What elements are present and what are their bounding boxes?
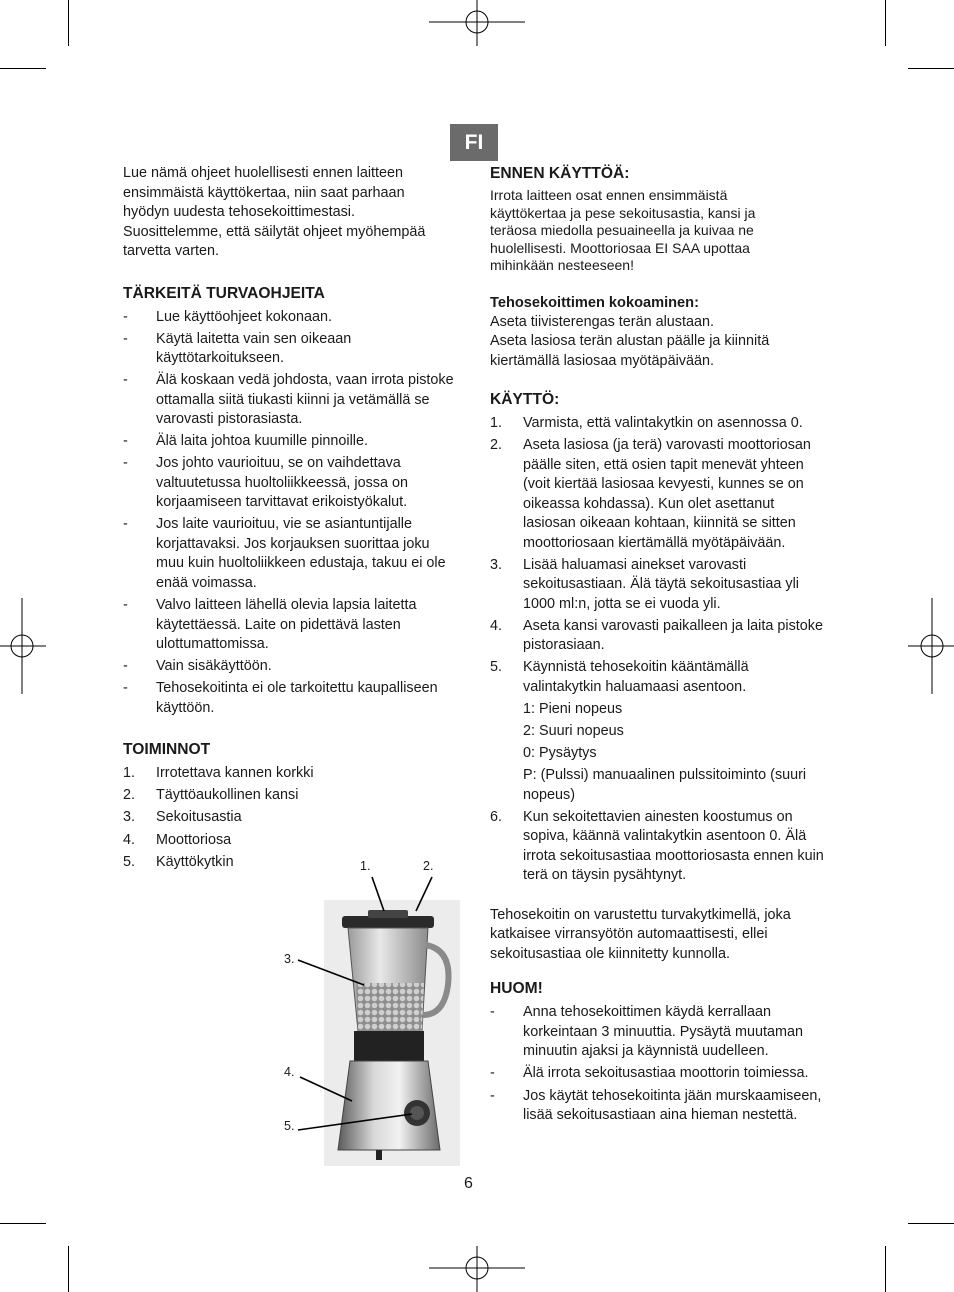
list-item-text: Lue käyttöohjeet kokonaan. [156, 308, 333, 325]
safety-switch-paragraph [490, 906, 830, 965]
list-item-text: Kun sekoitettavien ainesten koostumus on sopiva, käännä valintakytkin asentoon 0. Älä irrota sekoitusastiaa moottoriosasta ennen kuin terä on täysin pysähtynyt. [523, 808, 824, 884]
list-number: 2. [123, 787, 136, 804]
callout-5: 5. [284, 1119, 295, 1133]
speed-option: 1: Pieni nopeus [523, 700, 623, 717]
intro-line: hyödyn uudesta tehosekoittimestasi. [123, 204, 355, 220]
list-item-text: Valvo laitteen lähellä olevia lapsia laitetta käytettäessä. Laite on pidettävä lasten ulottumattomissa. [156, 597, 417, 653]
paragraph-line: mihinkään nesteeseen! [490, 257, 634, 273]
speed-option: 2: Suuri nopeus [523, 723, 624, 740]
callout-4: 4. [284, 1065, 295, 1079]
assembly-heading: Tehosekoittimen kokoaminen: [490, 294, 699, 311]
crop-mark [885, 0, 886, 46]
list-marker: - [490, 1065, 495, 1082]
list-item [123, 831, 458, 851]
list-marker: - [123, 372, 128, 389]
list-item [490, 556, 830, 615]
intro-line: Lue nämä ohjeet huolellisesti ennen laitteen [123, 165, 404, 181]
list-number: 1. [123, 765, 136, 782]
list-item-text: Sekoitusastia [156, 809, 242, 826]
list-item [490, 808, 830, 886]
list-marker: - [123, 658, 128, 675]
list-item [123, 330, 458, 369]
usage-list-continued [490, 808, 830, 886]
callout-3: 3. [284, 952, 295, 966]
list-item-text: Tehosekoitinta ei ole tarkoitettu kaupalliseen käyttöön. [156, 680, 438, 716]
list-marker: - [123, 680, 128, 697]
paragraph-line: Irrota laitteen osat ennen ensimmäistä [490, 187, 728, 203]
list-number: 3. [123, 809, 136, 826]
list-item-text: Irrotettava kannen korkki [156, 765, 314, 782]
intro-line: Suosittelemme, että säilytät ohjeet myöhempää [123, 223, 426, 240]
list-item-text: Vain sisäkäyttöön. [156, 658, 272, 675]
callout-2: 2. [423, 859, 434, 873]
list-item [490, 1087, 830, 1126]
list-item [490, 414, 830, 434]
crop-mark [0, 68, 46, 69]
list-item-text: Jos käytät tehosekoitinta jään murskaamiseen, lisää sekoitusastiaan aina hieman nestettä. [523, 1087, 822, 1124]
paragraph-line: Aseta tiivisterengas terän alustaan. [490, 313, 714, 330]
list-item [490, 617, 830, 656]
list-item-text: Jos johto vaurioituu, se on vaihdettava valtuutetussa huoltoliikkeessä, jossa on korjaamiseen tarvittavat erikoistyökalut. [156, 455, 408, 511]
list-item-text: Lisää haluamasi ainekset varovasti sekoitusastiaan. Älä täytä sekoitusastiaa yli 1000 ml:n, jotta se ei vuoda yli. [523, 556, 799, 612]
safety-heading: TÄRKEITÄ TURVAOHJEITA [123, 284, 325, 302]
usage-heading: KÄYTTÖ: [490, 391, 560, 408]
list-number: 3. [490, 556, 503, 573]
paragraph-line: käyttökertaa ja pese sekoitusastia, kansi ja [490, 204, 756, 221]
list-number: 4. [123, 831, 136, 848]
list-item [123, 371, 458, 430]
speed-option: 0: Pysäytys [523, 745, 597, 762]
list-item [123, 432, 458, 452]
assembly-paragraph [490, 313, 830, 372]
crop-mark [885, 1246, 886, 1292]
functions-heading: TOIMINNOT [123, 741, 211, 759]
page-number: 6 [464, 1175, 473, 1192]
list-item [123, 657, 458, 677]
blender-figure [280, 855, 465, 1170]
before-use-paragraph [490, 187, 830, 275]
list-item-text: Aseta kansi varovasti paikalleen ja laita pistoke pistorasiaan. [523, 617, 823, 654]
list-item-text: Älä koskaan vedä johdosta, vaan irrota pistoke ottamalla siitä tiukasti kiinni ja vetämällä se varovasti pistorasiasta. [156, 372, 454, 428]
crop-mark [68, 1246, 69, 1292]
list-item [123, 515, 458, 593]
list-item [123, 808, 458, 828]
crop-mark [68, 0, 69, 46]
list-item-text: Älä laita johtoa kuumille pinnoille. [156, 433, 368, 450]
list-item-text: Täyttöaukollinen kansi [156, 787, 299, 804]
list-item-text: Moottoriosa [156, 831, 232, 848]
list-item [490, 1064, 830, 1084]
list-item-text: Käytä laitetta vain sen oikeaan käyttötarkoitukseen. [156, 330, 352, 367]
list-marker: - [123, 433, 128, 450]
list-item-text: Älä irrota sekoitusastiaa moottorin toimiessa. [523, 1065, 809, 1082]
paragraph-line: Tehosekoitin on varustettu turvakytkimellä, joka [490, 906, 791, 923]
blender-illustration [280, 855, 465, 1170]
paragraph-line: huolellisesti. Moottoriosaa EI SAA upottaa [490, 239, 750, 256]
intro-line: tarvetta varten. [123, 243, 219, 259]
paragraph-line: sekoitusastiaa ole kiinnitetty kunnolla. [490, 945, 730, 962]
list-marker: - [123, 516, 128, 533]
list-item [123, 596, 458, 655]
list-marker: - [123, 597, 128, 614]
list-item-text: Varmista, että valintakytkin on asennossa 0. [523, 415, 803, 431]
list-marker: - [123, 455, 128, 472]
registration-mark-left [0, 598, 46, 694]
list-number: 5. [123, 853, 136, 870]
left-column [123, 164, 458, 875]
list-number: 5. [490, 659, 503, 676]
callout-1: 1. [360, 859, 371, 873]
list-number: 4. [490, 617, 503, 634]
list-item [123, 679, 458, 718]
list-number: 2. [490, 437, 503, 454]
crop-mark [908, 68, 954, 69]
speed-option: P: (Pulssi) manuaalinen pulssitoiminto (suuri nopeus) [523, 767, 807, 803]
registration-mark-bottom [429, 1246, 525, 1292]
list-item-text: Aseta lasiosa (ja terä) varovasti moottoriosan päälle siten, että osien tapit menevät yhteen (voit kiertää lasiosaa kevyesti, kunnes se on oikeassa kohdassa). Kun olet asettanut lasiosan oikeaan kohtaan, kiinnitä se sitten moottoriosaan kiertämällä myötäpäivään. [523, 437, 811, 551]
intro-paragraph [123, 164, 458, 262]
paragraph-line: katkaisee virransyötön automaattisesti, ellei [490, 926, 768, 943]
right-column [490, 164, 830, 1128]
list-item-text: Käynnistä tehosekoitin kääntämällä valintakytkin haluamaasi asentoon. [523, 659, 749, 695]
list-number: 1. [490, 415, 503, 431]
list-item [123, 786, 458, 806]
list-item-text: Jos laite vaurioituu, vie se asiantuntijalle korjattavaksi. Jos korjauksen suorittaa joku muu kuin huoltoliikkeen edustaja, takuu ei ole enää voimassa. [156, 516, 446, 591]
paragraph-line: Aseta lasiosa terän alustan päälle ja kiinnitä [490, 333, 770, 349]
list-marker: - [490, 1087, 495, 1104]
list-item [490, 1003, 830, 1062]
list-marker: - [123, 330, 128, 347]
list-marker: - [123, 308, 128, 325]
note-heading: HUOM! [490, 980, 543, 998]
list-item [123, 454, 458, 513]
language-badge: FI [450, 124, 498, 161]
registration-mark-top [429, 0, 525, 46]
list-item [490, 436, 830, 553]
note-list [490, 1003, 830, 1125]
paragraph-line: teräosa miedolla pesuaineella ja kuivaa ne [490, 222, 754, 238]
list-marker: - [490, 1004, 495, 1021]
list-item-text: Käyttökytkin [156, 853, 234, 870]
list-item-text: Anna tehosekoittimen käydä kerrallaan korkeintaan 3 minuuttia. Pysäytä muutaman minuutin ajaksi ja käynnistä uudelleen. [523, 1004, 803, 1060]
intro-line: ensimmäistä käyttökertaa, niin saat parhaan [123, 184, 405, 201]
list-item [123, 308, 458, 328]
safety-list [123, 308, 458, 719]
usage-list [490, 414, 830, 697]
paragraph-line: kiertämällä lasiosaa myötäpäivään. [490, 352, 714, 369]
crop-mark [908, 1223, 954, 1224]
list-item [123, 764, 458, 784]
list-item [490, 658, 830, 697]
registration-mark-right [908, 598, 954, 694]
crop-mark [0, 1223, 46, 1224]
before-use-heading: ENNEN KÄYTTÖÄ: [490, 165, 630, 182]
list-number: 6. [490, 808, 503, 825]
